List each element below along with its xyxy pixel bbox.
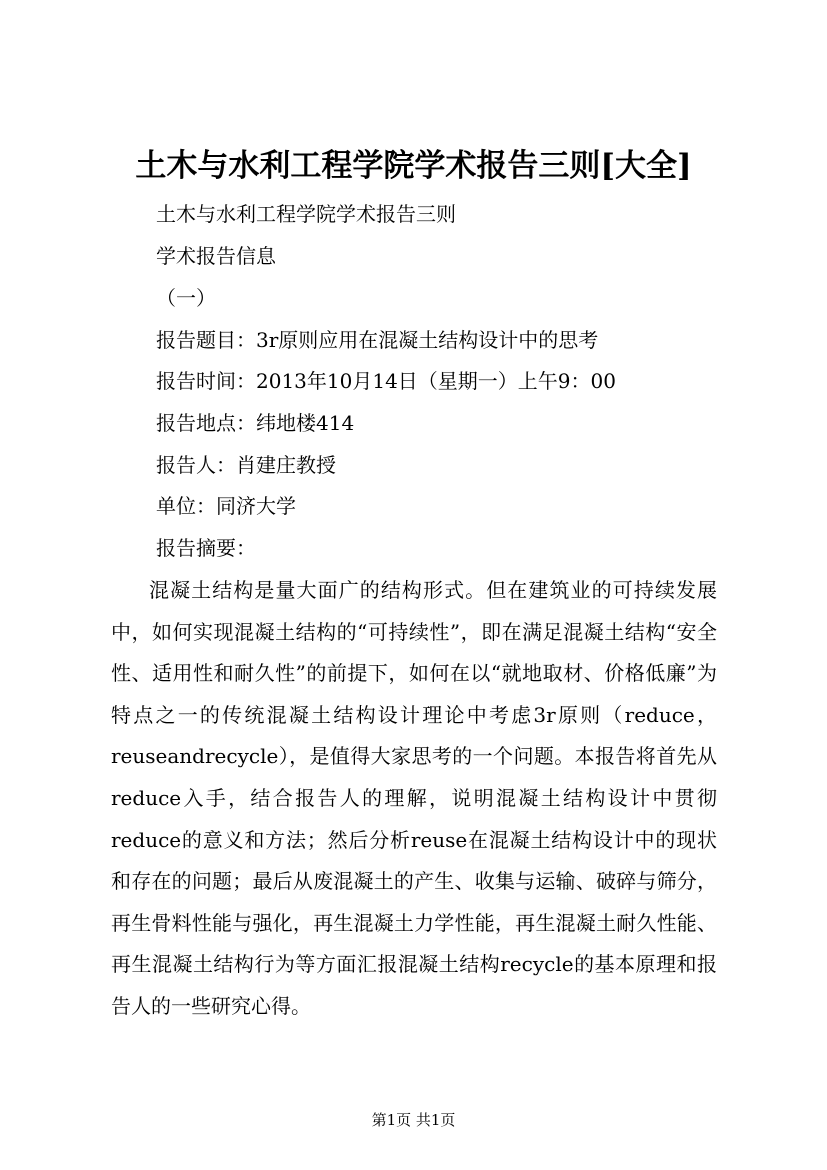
report-time: 报告时间：2013年10月14日（星期一）上午9：00 bbox=[156, 369, 616, 393]
document-title: 土木与水利工程学院学术报告三则[大全] bbox=[135, 148, 692, 184]
section-heading: 学术报告信息 bbox=[156, 244, 276, 268]
page-footer: 第1页 共1页 bbox=[371, 1111, 456, 1129]
abstract-paragraph: 混凝土结构是量大面广的结构形式。但在建筑业的可持续发展中，如何实现混凝土结构的“可持续性”，即在满足混凝土结构“安全性、适用性和耐久性”的前提下，如何在以“就地取材、价格低廉”为特点之一的传统混凝土结构设计理论中考虑3r原则（reduce，reuseandrecycle），是值得大家思考的一个问题。本报告将首先从reduce入手，结合报告人的理解，说明混凝土结构设计中贯彻reduce的意义和方法；然后分析reuse在混凝土结构设计中的现状和存在的问题；最后从废混凝土的产生、收集与运输、破碎与筛分，再生骨料性能与强化，再生混凝土力学性能，再生混凝土耐久性能、再生混凝土结构行为等方面汇报混凝土结构recycle的基本原理和报告人的一些研究心得。 bbox=[111, 578, 717, 1018]
report-speaker: 报告人：肖建庄教授 bbox=[156, 453, 336, 477]
subtitle: 土木与水利工程学院学术报告三则 bbox=[156, 202, 456, 226]
item-number: （一） bbox=[156, 286, 216, 310]
report-topic: 报告题目：3r原则应用在混凝土结构设计中的思考 bbox=[156, 328, 599, 352]
report-location: 报告地点：纬地楼414 bbox=[156, 411, 355, 435]
abstract-label: 报告摘要： bbox=[156, 536, 256, 560]
speaker-affiliation: 单位：同济大学 bbox=[156, 494, 296, 518]
